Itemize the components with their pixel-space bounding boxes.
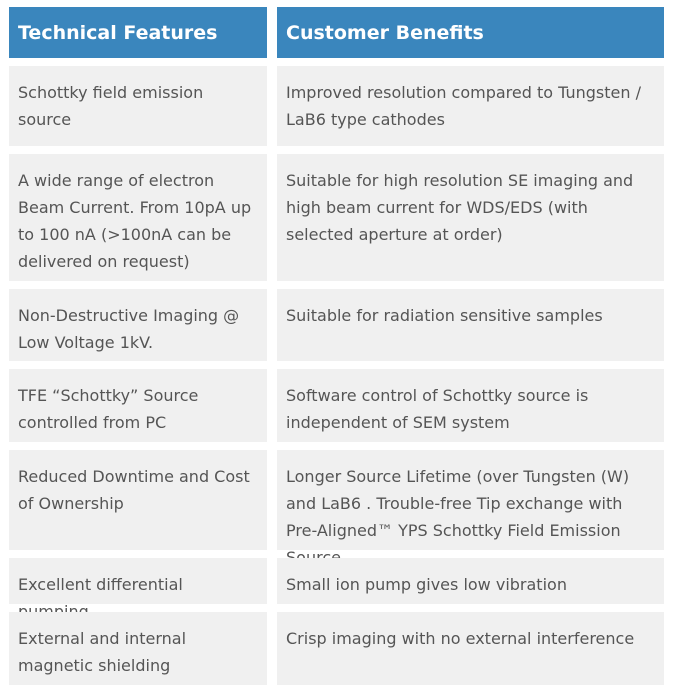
benefit-cell: Small ion pump gives low vibration (277, 558, 664, 604)
header-technical-features: Technical Features (9, 7, 267, 58)
feature-cell: Non-Destructive Imaging @ Low Voltage 1kV. (9, 289, 267, 361)
feature-cell: TFE “Schottky” Source controlled from PC (9, 369, 267, 442)
table-row (0, 289, 681, 361)
benefit-cell: Improved resolution compared to Tungsten / LaB6 type cathodes (277, 66, 664, 146)
header-customer-benefits: Customer Benefits (277, 7, 664, 58)
feature-cell: A wide range of electron Beam Current. From 10pA up to 100 nA (>100nA can be delivered on request) (9, 154, 267, 281)
table-row (0, 558, 681, 604)
table-row (0, 66, 681, 146)
feature-cell: Reduced Downtime and Cost of Ownership (9, 450, 267, 550)
benefit-cell: Suitable for high resolution SE imaging and high beam current for WDS/EDS (with selected aperture at order) (277, 154, 664, 281)
table-row (0, 612, 681, 685)
table-header-row (0, 7, 681, 58)
feature-cell: Schottky field emission source (9, 66, 267, 146)
table-row (0, 369, 681, 442)
table-row (0, 154, 681, 281)
feature-cell: External and internal magnetic shielding (9, 612, 267, 685)
table-row (0, 450, 681, 550)
benefit-cell: Software control of Schottky source is independent of SEM system (277, 369, 664, 442)
benefit-cell: Crisp imaging with no external interference (277, 612, 664, 685)
benefit-cell: Longer Source Lifetime (over Tungsten (W) and LaB6 . Trouble-free Tip exchange with Pre-Aligned™ YPS Schottky Field Emission (277, 450, 664, 550)
benefit-cell: Suitable for radiation sensitive samples (277, 289, 664, 361)
feature-cell: Excellent differential (9, 558, 267, 604)
